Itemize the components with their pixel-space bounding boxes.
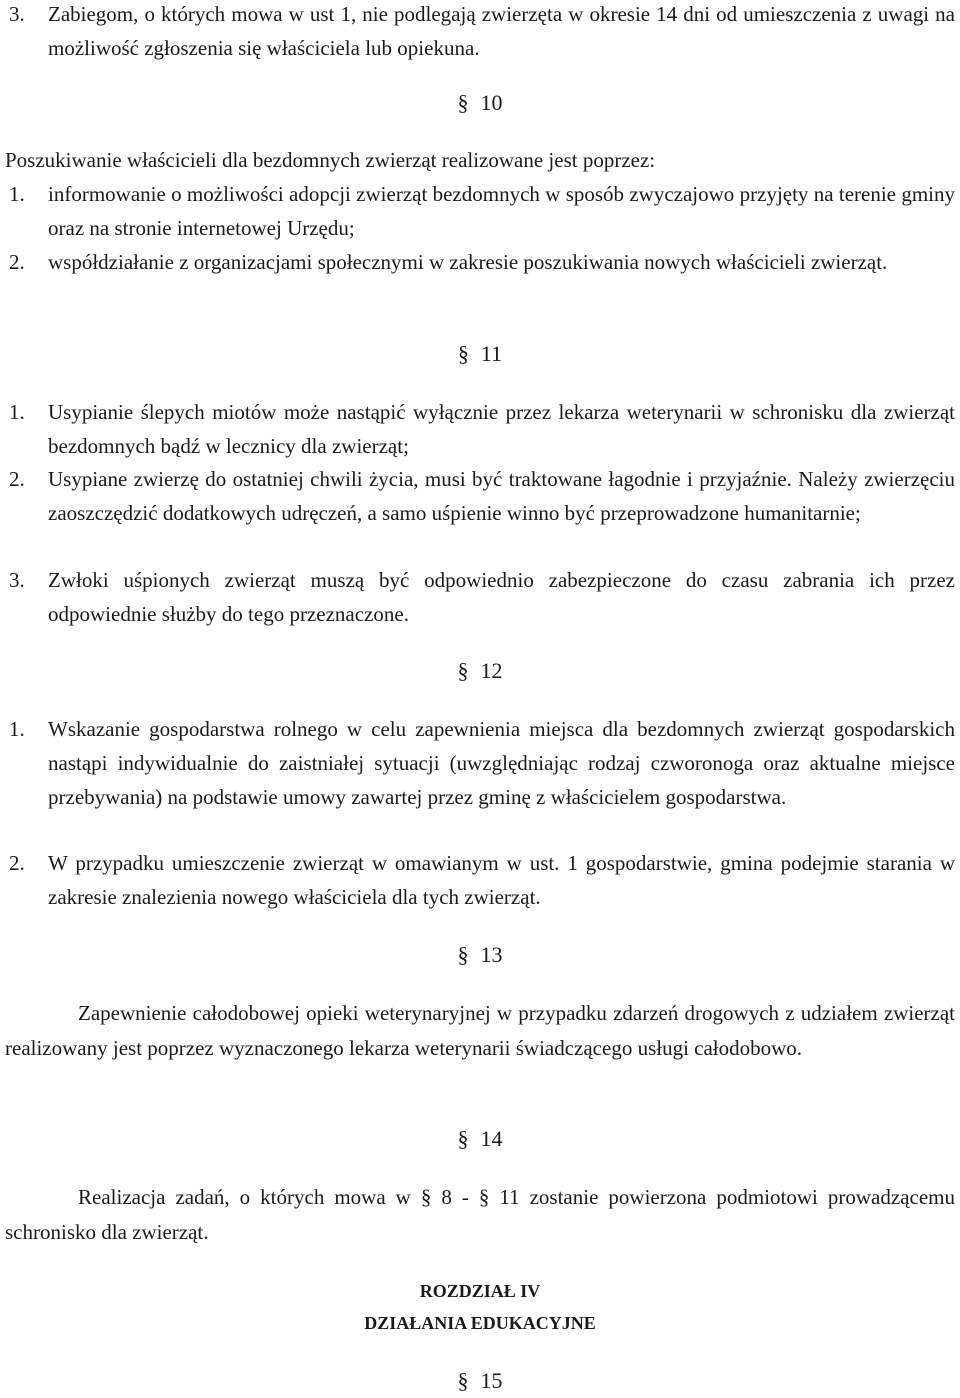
list-text: Usypiane zwierzę do ostatniej chwili życia, musi być traktowane łagodnie i przyjaźnie. Należy zwierzęciu zaoszczędzić dodatkowych udręczeń, a samo uśpienie winno być przeprowadzone humanitarnie; xyxy=(48,467,955,525)
list-text: Wskazanie gospodarstwa rolnego w celu zapewnienia miejsca dla bezdomnych zwierząt gospodarskich nastąpi indywidualnie do zaistniałej sytuacji (uwzględniając rodzaj czworonoga oraz aktualne miejsce przebywania) na podstawie umowy zawartej przez gminę z właścicielem gospodarstwa. xyxy=(48,717,955,809)
section-number: 10 xyxy=(480,90,503,115)
section-11-header xyxy=(0,337,960,371)
section-10-intro: Poszukiwanie właścicieli dla bezdomnych zwierząt realizowane jest poprzez: xyxy=(5,148,656,172)
list-number: 2. xyxy=(9,250,25,274)
chapter-subtitle: DZIAŁANIA EDUKACYJNE xyxy=(364,1313,596,1333)
list-text: współdziałanie z organizacjami społecznymi w zakresie poszukiwania nowych właścicieli zwierząt. xyxy=(48,250,888,274)
list-number: 2. xyxy=(9,467,25,491)
section-number: 13 xyxy=(480,942,503,967)
section-symbol: § xyxy=(457,1368,469,1393)
list-text: Zabiegom, o których mowa w ust 1, nie podlegają zwierzęta w okresie 14 dni od umieszczenia z uwagi na możliwość zgłoszenia się właściciela lub opiekuna. xyxy=(48,2,955,60)
list-text: informowanie o możliwości adopcji zwierząt bezdomnych w sposób zwyczajowo przyjęty na terenie gminy oraz na stronie internetowej Urzędu; xyxy=(48,182,955,240)
section-symbol: § xyxy=(457,658,469,683)
list-item xyxy=(0,462,955,530)
list-number: 2. xyxy=(9,851,25,875)
chapter-title: ROZDZIAŁ IV xyxy=(419,1281,541,1301)
section-13-header xyxy=(0,938,960,972)
list-text: W przypadku umieszczenie zwierząt w omawianym w ust. 1 gospodarstwie, gmina podejmie starania w zakresie znalezienia nowego właściciela dla tych zwierząt. xyxy=(48,851,955,909)
section-12-header xyxy=(0,654,960,688)
list-item xyxy=(0,0,955,65)
list-number: 1. xyxy=(9,400,25,424)
list-text: Zwłoki uśpionych zwierząt muszą być odpowiednio zabezpieczone do czasu zabrania ich przez odpowiednie służby do tego przeznaczone. xyxy=(48,568,955,626)
section-10-header xyxy=(0,86,960,120)
section-13-text: Zapewnienie całodobowej opieki weterynaryjnej w przypadku zdarzeń drogowych z udziałem zwierząt realizowany jest poprzez wyznaczonego lekarza weterynarii świadczącego usługi całodobowo. xyxy=(5,1001,955,1060)
list-item xyxy=(0,712,955,814)
section-14-text: Realizacja zadań, o których mowa w § 8 - § 11 zostanie powierzona podmiotowi prowadzącemu schronisko dla zwierząt. xyxy=(5,1185,955,1244)
section-symbol: § xyxy=(457,90,469,115)
list-number: 3. xyxy=(9,2,25,26)
list-number: 3. xyxy=(9,568,25,592)
list-item xyxy=(0,563,955,631)
list-text: Usypianie ślepych miotów może nastąpić wyłącznie przez lekarza weterynarii w schronisku dla zwierząt bezdomnych bądź w lecznicy dla zwierząt; xyxy=(48,400,955,458)
section-symbol: § xyxy=(457,1126,469,1151)
section-symbol: § xyxy=(457,341,469,366)
list-number: 1. xyxy=(9,717,25,741)
section-15-header xyxy=(0,1364,960,1398)
section-number: 14 xyxy=(480,1126,503,1151)
list-item xyxy=(0,846,955,914)
section-number: 12 xyxy=(480,658,503,683)
list-number: 1. xyxy=(9,182,25,206)
list-item xyxy=(0,245,955,279)
list-item xyxy=(0,395,955,463)
section-number: 15 xyxy=(480,1368,503,1393)
section-number: 11 xyxy=(480,341,503,366)
section-symbol: § xyxy=(457,942,469,967)
section-14-header xyxy=(0,1122,960,1156)
list-item xyxy=(0,177,955,245)
